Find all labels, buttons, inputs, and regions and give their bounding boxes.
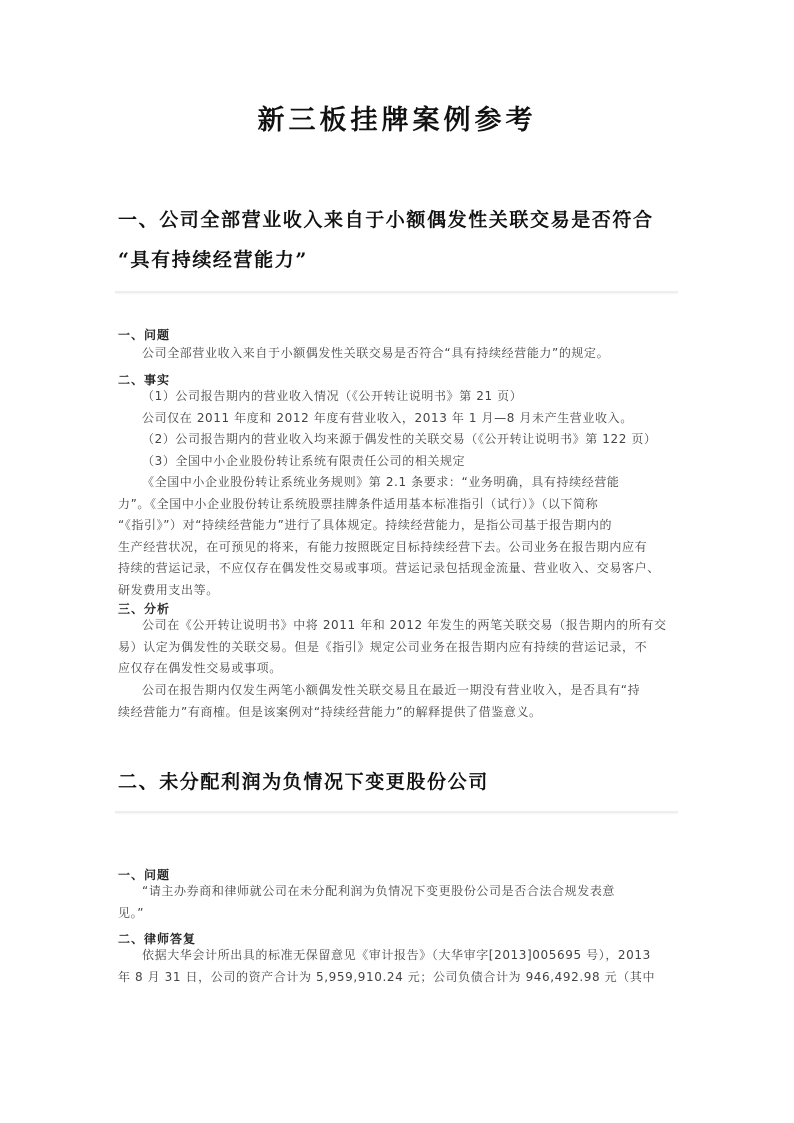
section-1-analysis-paragraph-2: [118, 680, 678, 723]
section-1-divider: [115, 291, 678, 293]
rules-line: 《全国中小企业股份转让系统业务规则》第 2.1 条要求：“业务明确，具有持续经营能: [142, 475, 620, 489]
page-title: 新三板挂牌案例参考: [257, 105, 537, 136]
analysis-line: 公司在《公开转让说明书》中将 2011 年和 2012 年发生的两笔关联交易（报告期内的所有交: [142, 618, 667, 632]
analysis-line: 易）认定为偶发性的关联交易。但是《指引》规定公司业务在报告期内应有持续的营运记录，不: [118, 639, 648, 654]
rules-line: 生产经营状况，在可预见的将来，有能力按照既定目标持续经营下去。公司业务在报告期内应有: [118, 539, 648, 554]
section-1-analysis-paragraph-1: [118, 615, 678, 680]
section-1-facts: [118, 386, 702, 472]
rules-line: “《指引》”）对“持续经营能力”进行了具体规定。持续经营能力，是指公司基于报告期内的: [118, 518, 613, 532]
analysis-line: 应仅存在偶发性交易或事项。: [118, 661, 282, 675]
rules-line: 研发费用支出等。: [118, 582, 219, 597]
analysis-line: 续经营能力”有商榷。但是该案例对“持续经营能力”的解释提供了借鉴意义。: [118, 704, 542, 719]
section-1-problem-label: 一、问题: [118, 328, 171, 342]
section-1-facts-label: 二、事实: [118, 373, 171, 387]
section-1-analysis-label: 三、分析: [118, 602, 171, 616]
section-2-divider: [115, 811, 678, 813]
section-2-problem-label: 一、问题: [118, 868, 171, 882]
section-1-rules-paragraph: [118, 472, 678, 601]
section-2-problem-text: [118, 881, 678, 924]
fact-item: 公司仅在 2011 年度和 2012 年度有营业收入，2013 年 1 月—8 月未产生营业收入。: [142, 410, 633, 425]
answer-line: 年 8 月 31 日，公司的资产合计为 5,959,910.24 元；公司负债合计为 946,492.98 元（其中: [118, 969, 656, 984]
analysis-line: 公司在报告期内仅发生两笔小额偶发性关联交易且在最近一期没有营业收入，是否具有“持: [142, 683, 641, 697]
fact-item: （1）公司报告期内的营业收入情况（《公开转让说明书》第 21 页）: [142, 389, 523, 403]
fact-item: （3）全国中小企业股份转让系统有限责任公司的相关规定: [142, 453, 466, 468]
rules-line: 持续的营运记录，不应仅存在偶发性交易或事项。营运记录包括现金流量、营业收入、交易客户、: [118, 561, 660, 575]
answer-line: 依据大华会计所出具的标准无保留意见《审计报告》（大华审字[2013]005695 号），2013: [142, 948, 651, 962]
fact-item: （2）公司报告期内的营业收入均来源于偶发性的关联交易（《公开转让说明书》第 122 页）: [142, 432, 657, 446]
section-2-answer-label: 二、律师答复: [118, 932, 197, 946]
section-1-heading-line-2: “具有持续经营能力”: [118, 249, 308, 271]
section-1-heading: [118, 200, 654, 280]
section-2-heading: 二、未分配利润为负情况下变更股份公司: [118, 771, 489, 793]
rules-line: 力”。《全国中小企业股份转让系统股票挂牌条件适用基本标准指引（试行）》（以下简称: [118, 496, 599, 511]
section-1-problem-text: 公司全部营业收入来自于小额偶发性关联交易是否符合“具有持续经营能力”的规定。: [142, 346, 610, 360]
section-2-answer-text: [118, 945, 678, 988]
problem-line: “请主办券商和律师就公司在未分配利润为负情况下变更股份公司是否合法合规发表意: [142, 884, 616, 898]
problem-line: 见。”: [118, 905, 145, 920]
section-1-heading-line-1: 一、公司全部营业收入来自于小额偶发性关联交易是否符合: [118, 209, 654, 231]
